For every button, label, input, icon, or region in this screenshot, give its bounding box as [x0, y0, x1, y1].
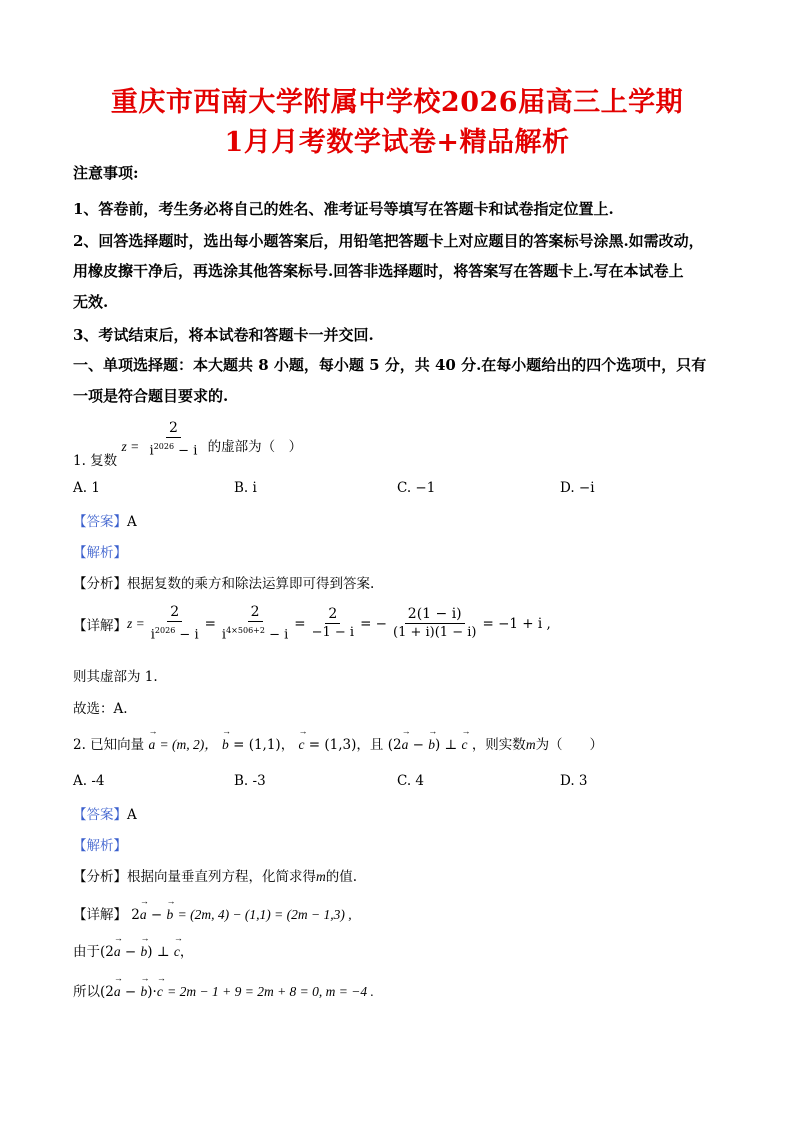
- q1-fenxi: [73, 572, 374, 592]
- q2-cond-c: → c: [462, 737, 468, 753]
- q2-since-c: → c: [174, 944, 180, 960]
- q1-den-exp: 2026: [153, 442, 175, 451]
- q2-fenxi-text-b: 的值.: [325, 869, 358, 885]
- section-heading-line2: 一项是符合题目要求的.: [73, 387, 229, 405]
- q2-option-a: A. -4: [73, 773, 105, 789]
- q2-detail: [73, 903, 352, 923]
- notice-item-2c: 无效.: [73, 293, 109, 311]
- q2-so-close: )·: [147, 984, 157, 1000]
- q1-detail-f2-num: 2: [248, 604, 263, 622]
- q1-detail-f4-num: 2(1 − i): [405, 606, 465, 624]
- q1-detail-frac-1: [148, 604, 202, 643]
- q2-cond-minus: −: [408, 737, 429, 753]
- q2-option-b: B. -3: [234, 773, 266, 789]
- section-heading-line1: 一、单项选择题：本大题共 8 小题，每小题 5 分，共 40 分.在每小题给出的四个选项中，只有: [73, 356, 707, 374]
- q1-prefix: 1. 复数: [73, 453, 118, 470]
- q1-detail-frac-2: [219, 604, 291, 643]
- q2-a-val: = (m, 2)，: [159, 737, 218, 752]
- q1-detail-f4-den: (1 + i)(1 − i): [393, 625, 477, 641]
- q2-so: [73, 980, 374, 1000]
- q1-detail: [73, 604, 551, 643]
- q1-frac-num: 2: [166, 420, 181, 438]
- q1-detail-f4-prefix: = −: [360, 615, 387, 632]
- q1-analysis-tag: 【解析】: [73, 545, 127, 561]
- notice-item-2a: 2、回答选择题时，选出每小题答案后，用铅笔把答题卡上对应题目的答案标号涂黑.如需改动，: [73, 232, 704, 250]
- q1-suffix: 的虚部为（ ）: [207, 439, 303, 456]
- q1-detail-frac-4: [390, 606, 479, 641]
- q2-fenxi-tag: 【分析】: [73, 869, 127, 885]
- q2-detail-tag: 【详解】: [73, 907, 127, 923]
- q1-detail-result: = −1 + i ,: [482, 615, 551, 632]
- q2-vec-c: → c: [299, 737, 305, 753]
- q2-vec-b: → b: [222, 737, 229, 753]
- q2-so-c: → c: [157, 984, 163, 1000]
- q1-option-b: B. i: [234, 480, 257, 496]
- notice-heading: 注意事项:: [73, 164, 139, 182]
- question-2-stem: [73, 733, 603, 753]
- q2-suffix2: 为（ ）: [535, 737, 604, 753]
- q1-fenxi-tag: 【分析】: [73, 576, 127, 592]
- q1-detail-f2-exp: 4×506+2: [226, 626, 265, 635]
- q1-z-eq: z =: [121, 439, 140, 455]
- q2-since-minus: −: [120, 944, 141, 960]
- q2-answer-value: A: [127, 807, 137, 823]
- q2-option-d: D. 3: [560, 773, 588, 789]
- q2-b-val: = (1,1)，: [233, 737, 295, 753]
- q1-conclusion: 则其虚部为 1.: [73, 669, 158, 685]
- q2-since-word: 由于: [73, 944, 100, 960]
- q2-answer: [73, 803, 137, 823]
- q1-fenxi-text: 根据复数的乘方和除法运算即可得到答案.: [127, 576, 375, 592]
- q1-den-rest: − i: [174, 443, 198, 459]
- q2-since-a: → a: [114, 944, 121, 960]
- q2-since-comma: ，: [179, 944, 194, 960]
- q1-detail-frac-3: [309, 606, 357, 641]
- q1-detail-z: z =: [127, 615, 145, 631]
- q2-cond-b: → b: [428, 737, 435, 753]
- q1-answer: [73, 510, 137, 530]
- q2-final-expr: = 2m − 1 + 9 = 2m + 8 = 0, m = −4 .: [167, 984, 374, 999]
- q1-detail-eq-1: =: [204, 615, 216, 632]
- q1-detail-f3-den: −1 − i: [311, 625, 355, 641]
- q2-cond-open: (2: [387, 737, 402, 753]
- q2-answer-tag: 【答案】: [73, 807, 127, 823]
- q2-detail-b: → b: [167, 907, 174, 923]
- question-1-stem: [73, 420, 303, 470]
- q1-option-c: C. −1: [397, 480, 436, 496]
- q2-cond-a: → a: [402, 737, 409, 753]
- q1-fraction: [147, 420, 201, 459]
- q2-so-a: → a: [114, 984, 121, 1000]
- page-title-line1: 重庆市西南大学附属中学校2026届高三上学期: [110, 87, 684, 118]
- q1-answer-tag: 【答案】: [73, 514, 127, 530]
- q2-so-minus: −: [120, 984, 141, 1000]
- q2-fenxi-text-a: 根据向量垂直列方程，化简求得: [127, 869, 316, 885]
- q1-option-a: A. 1: [73, 480, 100, 496]
- q2-since-open: (2: [100, 944, 114, 960]
- q2-so-word: 所以: [73, 984, 100, 1000]
- q2-so-open: (2: [100, 984, 114, 1000]
- q2-analysis-tag: 【解析】: [73, 838, 127, 854]
- page-title-line2: 1月月考数学试卷+精品解析: [224, 127, 570, 158]
- q2-option-c: C. 4: [397, 773, 425, 789]
- q2-detail-a: → a: [140, 907, 147, 923]
- q2-cond-close: ) ⊥: [434, 737, 462, 753]
- q1-detail-f3-num: 2: [325, 606, 340, 624]
- q2-detail-minus: −: [146, 907, 167, 923]
- q2-detail-expr: = (2m, 4) − (1,1) = (2m − 1,3) ,: [177, 907, 352, 922]
- q1-den-base: i: [149, 443, 154, 459]
- q2-fenxi: [73, 865, 357, 885]
- q2-suffix: ，则实数: [471, 737, 526, 753]
- notice-item-2b: 用橡皮擦干净后，再选涂其他答案标号.回答非选择题时，将答案写在答题卡上.写在本试卷上: [73, 262, 684, 280]
- q2-detail-two: 2: [131, 907, 140, 923]
- q2-m: m: [525, 737, 536, 752]
- q1-detail-f2-den: $i^{4\times 506+2} - i$: [221, 626, 289, 643]
- q1-frac-den: [147, 438, 201, 459]
- q1-answer-value: A: [127, 514, 137, 530]
- q2-vec-a: → a: [148, 737, 155, 753]
- q2-c-val: = (1,3)，且: [308, 737, 384, 753]
- q2-fenxi-m: m: [316, 869, 326, 884]
- q1-option-d: D. −i: [560, 480, 595, 496]
- q2-since: [73, 940, 193, 960]
- q1-choose: 故选：A.: [73, 701, 128, 717]
- q1-detail-eq-2: =: [294, 615, 306, 632]
- notice-item-1: 1、答卷前，考生务必将自己的姓名、准考证号等填写在答题卡和试卷指定位置上.: [73, 200, 614, 218]
- q1-detail-tag: 【详解】: [73, 617, 127, 634]
- notice-item-3: 3、考试结束后，将本试卷和答题卡一并交回.: [73, 326, 374, 344]
- q2-since-close: ) ⊥: [147, 944, 174, 960]
- q1-detail-f1-num: 2: [167, 604, 182, 622]
- q2-so-b: → b: [141, 984, 148, 1000]
- q2-since-b: → b: [141, 944, 148, 960]
- q1-detail-f1-den: $i^{2026} - i$: [150, 626, 199, 643]
- q2-prefix: 2. 已知向量: [73, 737, 145, 753]
- q1-detail-f1-exp: 2026: [154, 626, 176, 635]
